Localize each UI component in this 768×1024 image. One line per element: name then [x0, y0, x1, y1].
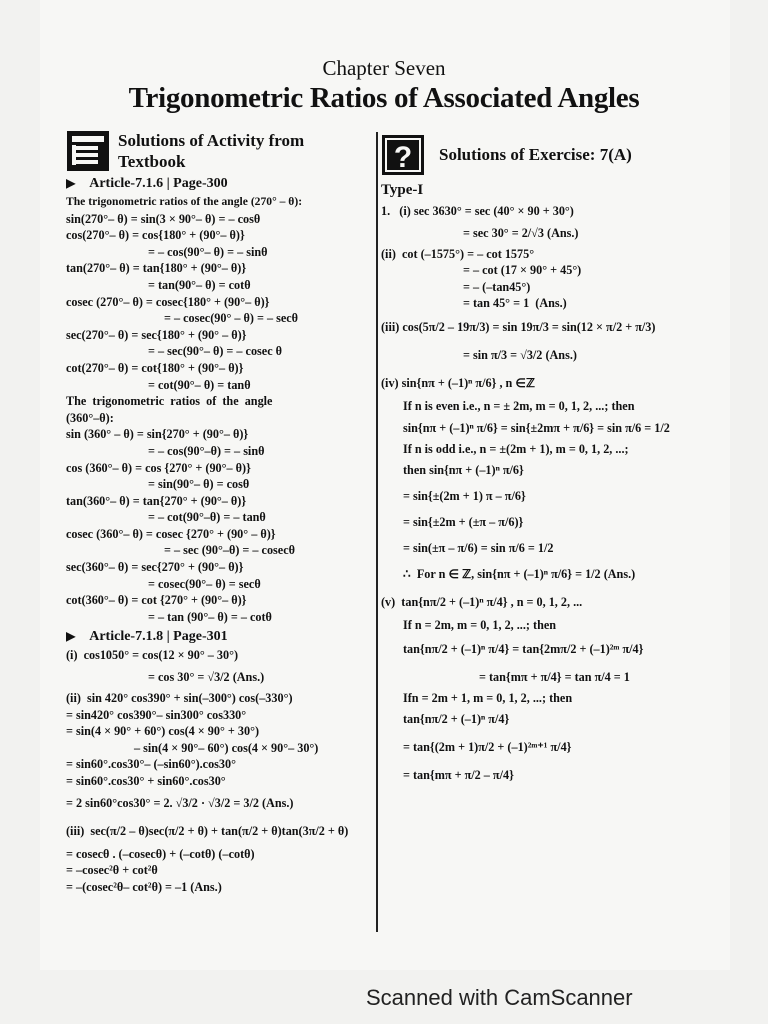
- text-line: = tan 45° = 1 (Ans.): [463, 296, 567, 311]
- text-line: (360°–θ):: [66, 410, 114, 425]
- text-line: – sin(4 × 90°– 60°) cos(4 × 90°– 30°): [134, 740, 319, 755]
- text-line: = sin{±2m + (±π – π/6)}: [403, 515, 524, 530]
- text-line: = – cosec(90° – θ) = – secθ: [164, 311, 299, 326]
- text-line: If n is odd i.e., n = ±(2m + 1), m = 0, 1, 2, ...;: [403, 441, 629, 456]
- svg-text:?: ?: [393, 141, 413, 174]
- text-line: = tan{(2m + 1)π/2 + (–1)²ᵐ⁺¹ π/4}: [403, 740, 572, 755]
- article-heading-2: ▶ Article-7.1.8 | Page-301: [66, 629, 228, 645]
- text-line: tan(360°– θ) = tan{270° + (90°– θ)}: [66, 493, 247, 508]
- text-line: sec(270°– θ) = sec{180° + (90° – θ)}: [66, 327, 247, 342]
- activity-section-title-2: Textbook: [118, 152, 186, 171]
- text-line: tan{nπ/2 + (–1)ⁿ π/4} = tan{2mπ/2 + (–1)²ᵐ π/4}: [403, 641, 644, 656]
- text-line: cosec (270°– θ) = cosec{180° + (90°– θ)}: [66, 294, 270, 309]
- text-line: The trigonometric ratios of the angle: [66, 394, 273, 409]
- exercise-section-title: Solutions of Exercise: 7(A): [439, 145, 632, 164]
- text-line: = –cosec²θ + cot²θ: [66, 863, 158, 878]
- text-line: tan{nπ/2 + (–1)ⁿ π/4}: [403, 712, 510, 727]
- text-line: cos (360°– θ) = cos {270° + (90°– θ)}: [66, 460, 251, 475]
- text-line: = sec 30° = 2/√3 (Ans.): [463, 225, 579, 240]
- text-line: = sin{±(2m + 1) π – π/6}: [403, 489, 526, 504]
- text-line: = – cot(90°–θ) = – tanθ: [148, 510, 266, 525]
- text-line: = tan{mπ + π/2 – π/4}: [403, 768, 514, 783]
- text-line: = – (–tan45°): [463, 279, 531, 294]
- text-line: (iii) cos(5π/2 – 19π/3) = sin 19π/3 = sin(12 × π/2 + π/3): [381, 319, 656, 334]
- text-line: = tan(90°– θ) = cotθ: [148, 277, 251, 292]
- text-line: cos(270°– θ) = cos{180° + (90°– θ)}: [66, 228, 245, 243]
- text-line: The trigonometric ratios of the angle (270° – θ):: [66, 195, 303, 208]
- column-divider: [376, 132, 378, 932]
- text-line: = – sec (90°–θ) = – cosecθ: [164, 543, 295, 558]
- text-line: (ii) cot (–1575°) = – cot 1575°: [381, 246, 535, 261]
- text-line: = sin60°.cos30°– (–sin60°).cos30°: [66, 757, 236, 772]
- text-line: = – tan (90°– θ) = – cotθ: [148, 609, 272, 624]
- text-line: = sin π/3 = √3/2 (Ans.): [463, 347, 577, 362]
- text-line: sin(270°– θ) = sin(3 × 90°– θ) = – cosθ: [66, 211, 261, 226]
- text-line: = tan{mπ + π/4} = tan π/4 = 1: [479, 669, 630, 684]
- triangle-bullet-icon: ▶: [66, 176, 76, 190]
- text-line: (v) tan{nπ/2 + (–1)ⁿ π/4} , n = 0, 1, 2, ...: [381, 595, 583, 610]
- text-line: = sin(±π – π/6) = sin π/6 = 1/2: [403, 541, 554, 556]
- text-line: cot(270°– θ) = cot{180° + (90°– θ)}: [66, 360, 244, 375]
- text-line: Ifn = 2m + 1, m = 0, 1, 2, ...; then: [403, 690, 573, 705]
- text-line: (iv) sin{nπ + (–1)ⁿ π/6} , n ∈ℤ: [381, 375, 536, 390]
- text-line: = – cos(90°–θ) = – sinθ: [148, 443, 265, 458]
- text-line: (ii) sin 420° cos390° + sin(–300°) cos(–330°): [66, 691, 293, 706]
- text-line: cosec (360°– θ) = cosec {270° + (90° – θ)}: [66, 526, 276, 541]
- text-line: then sin{nπ + (–1)ⁿ π/6}: [403, 463, 524, 478]
- textbook-hand-icon: [66, 130, 110, 172]
- text-line: = cot(90°– θ) = tanθ: [148, 377, 251, 392]
- text-line: = –(cosec²θ– cot²θ) = –1 (Ans.): [66, 879, 222, 894]
- text-line: = – sec(90°– θ) = – cosec θ: [148, 344, 283, 359]
- text-line: (iii) sec(π/2 – θ)sec(π/2 + θ) + tan(π/2 + θ)tan(3π/2 + θ): [66, 823, 349, 838]
- text-line: sin (360° – θ) = sin{270° + (90°– θ)}: [66, 427, 249, 442]
- text-line: If n = 2m, m = 0, 1, 2, ...; then: [403, 618, 557, 633]
- text-line: = cosecθ . (–cosecθ) + (–cotθ) (–cotθ): [66, 846, 255, 861]
- text-line: = sin(90°– θ) = cosθ: [148, 477, 250, 492]
- exercise-section-header: [381, 134, 671, 176]
- text-line: cot(360°– θ) = cot {270° + (90°– θ)}: [66, 593, 247, 608]
- text-line: sin{nπ + (–1)ⁿ π/6} = sin{±2mπ + π/6} = sin π/6 = 1/2: [403, 420, 670, 435]
- right-column: [381, 130, 671, 930]
- text-line: = sin60°.cos30° + sin60°.cos30°: [66, 774, 226, 788]
- text-line: = sin(4 × 90° + 60°) cos(4 × 90° + 30°): [66, 724, 260, 739]
- type-heading: Type-I: [381, 182, 424, 198]
- text-line: = – cot (17 × 90° + 45°): [463, 263, 582, 278]
- text-line: = cosec(90°– θ) = secθ: [148, 576, 261, 591]
- triangle-bullet-icon: ▶: [66, 629, 76, 644]
- text-line: = – cos(90°– θ) = – sinθ: [148, 244, 268, 259]
- text-line: 1. (i) sec 3630° = sec (40° × 90 + 30°): [381, 204, 574, 218]
- activity-section-title-1: Solutions of Activity from: [118, 131, 305, 150]
- activity-section-header: [66, 130, 372, 172]
- text-line: tan(270°– θ) = tan{180° + (90°– θ)}: [66, 261, 247, 276]
- question-mark-icon: [381, 134, 425, 176]
- text-line: (i) cos1050° = cos(12 × 90° – 30°): [66, 648, 239, 663]
- article-heading-1: ▶ Article-7.1.6 | Page-300: [66, 176, 228, 191]
- left-column: [66, 130, 372, 965]
- text-line: sec(360°– θ) = sec{270° + (90°– θ)}: [66, 560, 244, 575]
- text-line: = 2 sin60°cos30° = 2. √3/2 · √3/2 = 3/2 (Ans.): [66, 795, 294, 810]
- chapter-title: Trigonometric Ratios of Associated Angles: [128, 82, 640, 114]
- text-line: = sin420° cos390°– sin300° cos330°: [66, 707, 247, 722]
- chapter-label: Chapter Seven: [322, 56, 446, 80]
- text-line: ∴ For n ∈ ℤ, sin{nπ + (–1)ⁿ π/6} = 1/2 (Ans.): [403, 567, 636, 582]
- text-line: If n is even i.e., n = ± 2m, m = 0, 1, 2, ...; then: [403, 398, 635, 413]
- text-line: = cos 30° = √3/2 (Ans.): [148, 670, 265, 685]
- camscanner-watermark: Scanned with CamScanner: [366, 985, 633, 1010]
